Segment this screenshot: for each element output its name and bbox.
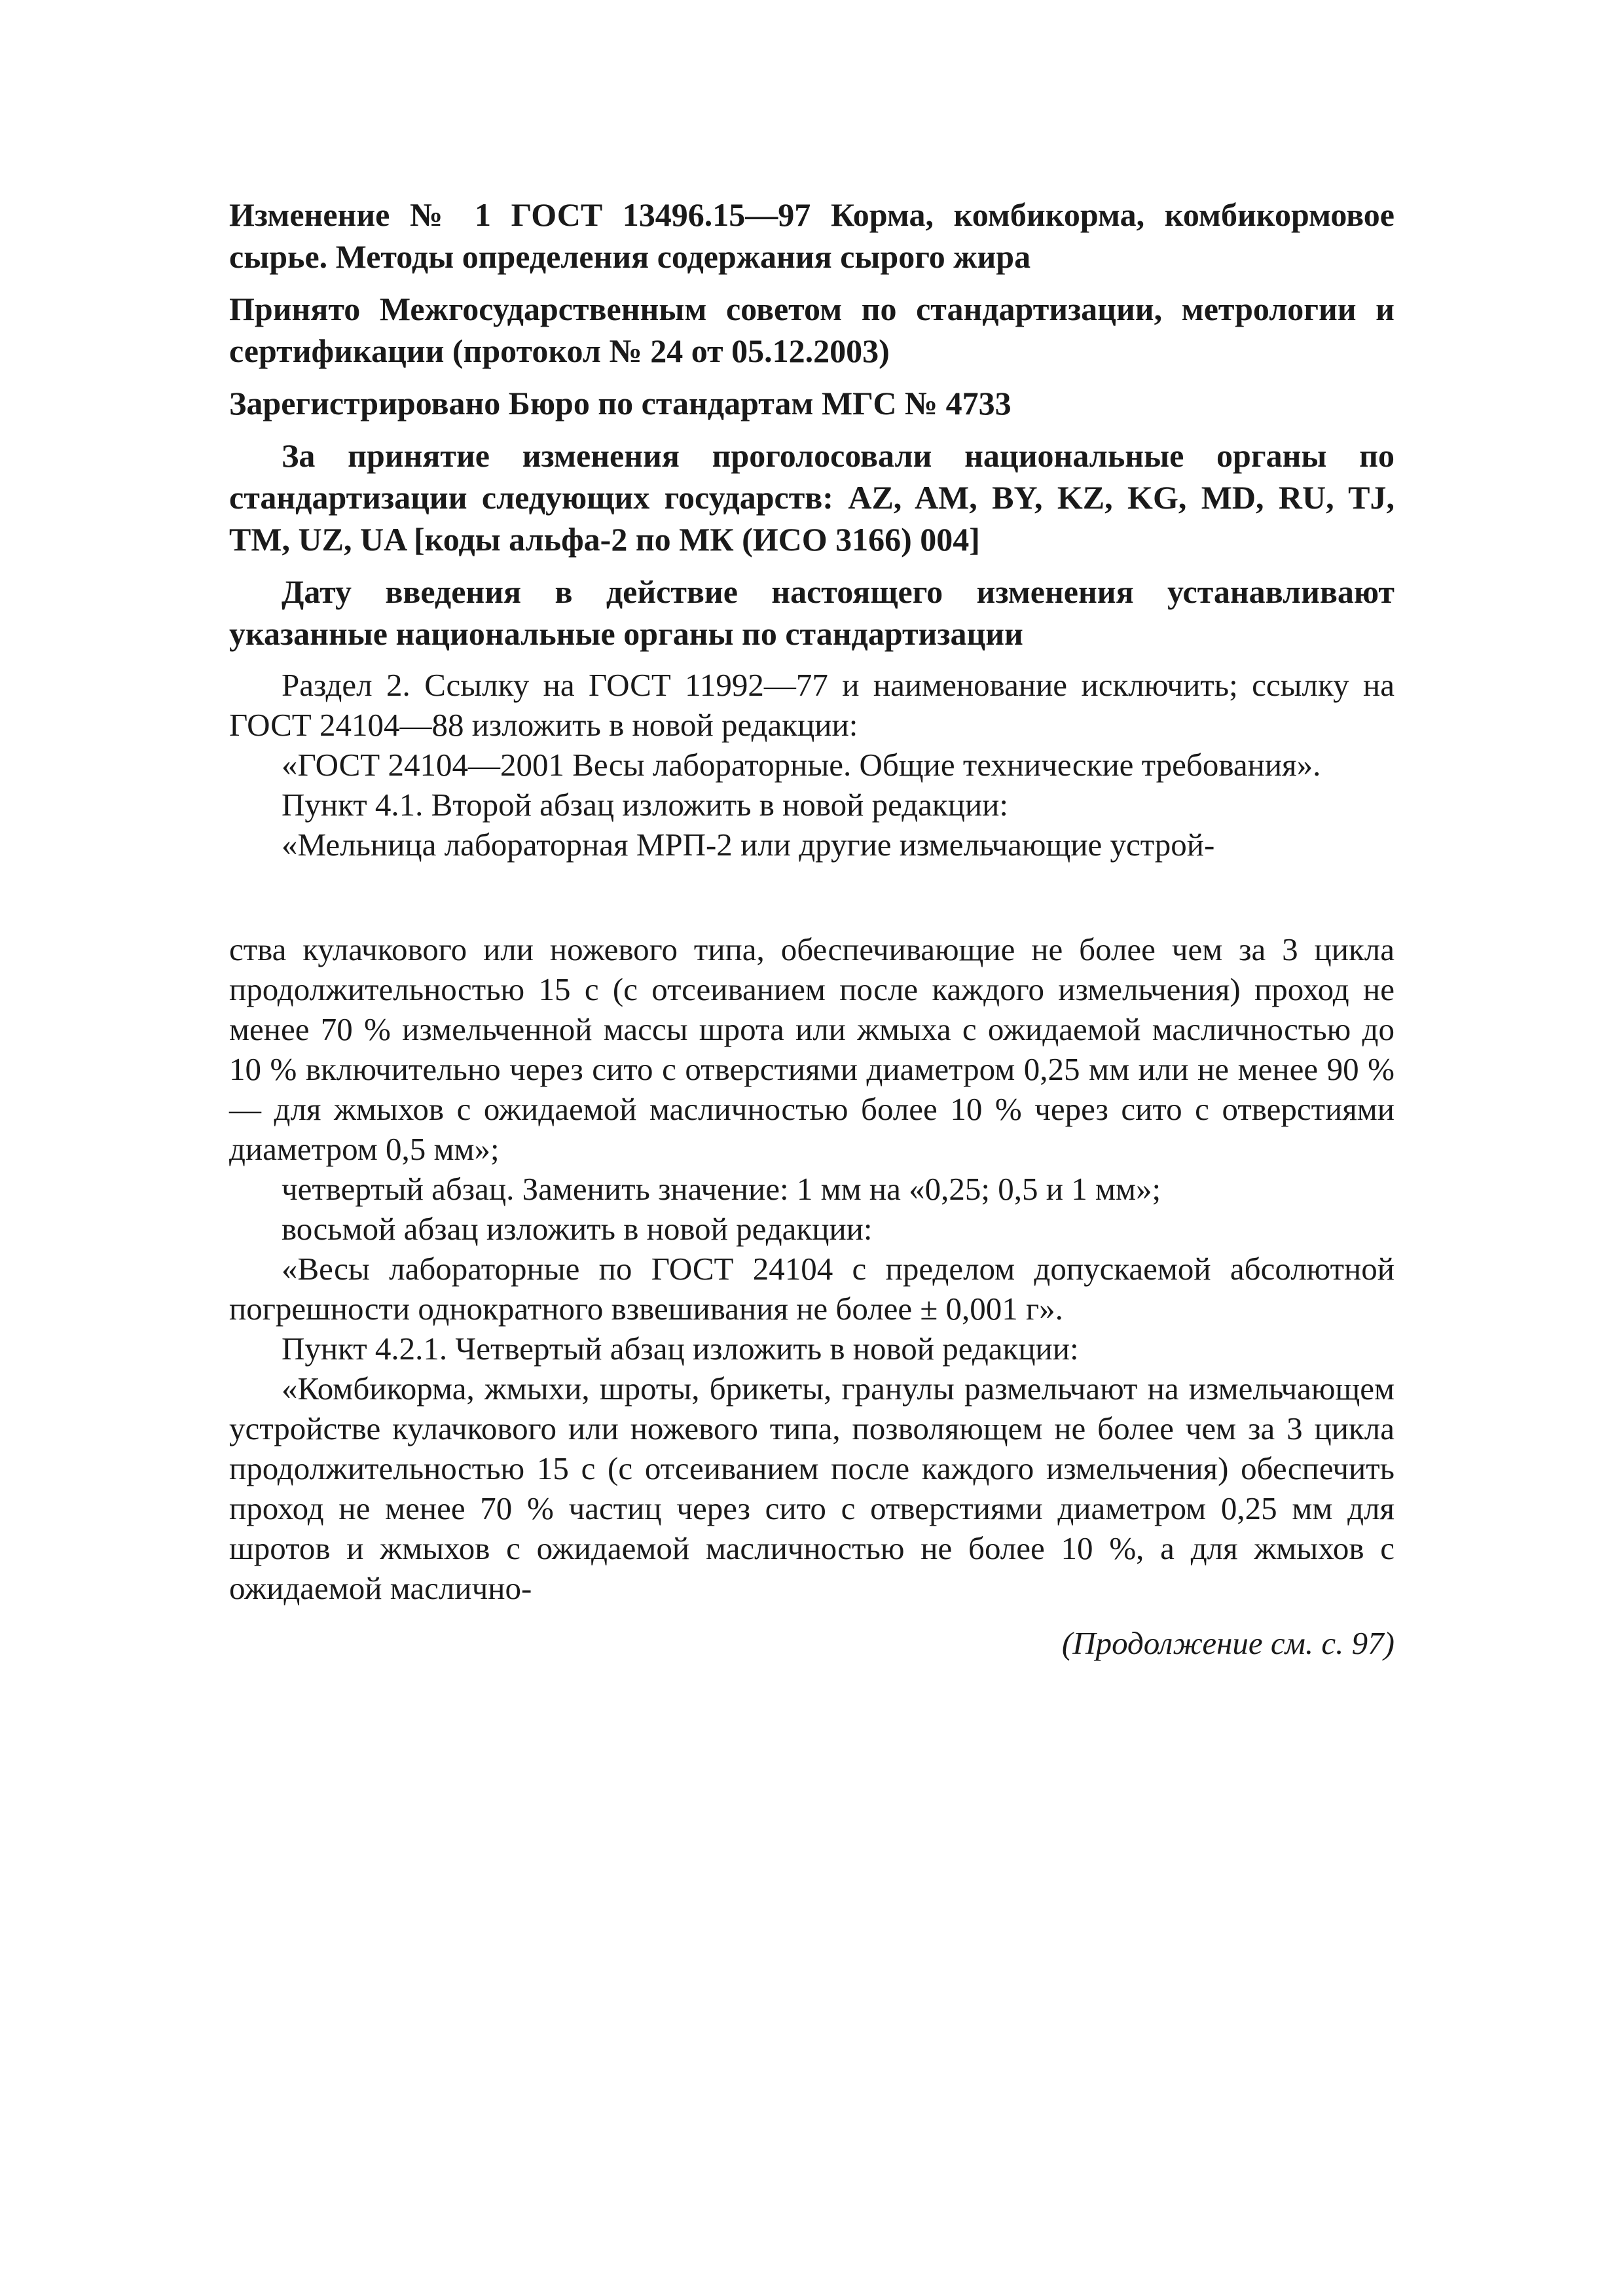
amendment-header-block [229, 194, 1395, 865]
eighth-paragraph-heading: восьмой абзац изложить в новой редакции: [282, 1211, 873, 1247]
standard-reference-quote: «ГОСТ 24104—2001 Весы лабораторные. Общие технические требования». [282, 747, 1321, 783]
voting-statement: За принятие изменения проголосовали национальные органы по стандартизации следующих государств: AZ, AM, BY, KZ, KG, MD, RU, TJ, TM, UZ, UA [коды альфа-2 по МК (ИСО 3166) 004] [229, 437, 1395, 558]
amendment-body-block [229, 929, 1395, 1608]
clause-4-2-1-heading: Пункт 4.2.1. Четвертый абзац изложить в новой редакции: [282, 1331, 1079, 1367]
effective-date-statement: Дату введения в действие настоящего изменения устанавливают указанные национальные органы по стандартизации [229, 573, 1395, 652]
fourth-paragraph-change: четвертый абзац. Заменить значение: 1 мм на «0,25; 0,5 и 1 мм»; [282, 1171, 1161, 1207]
registration-statement: Зарегистрировано Бюро по стандартам МГС № 4733 [229, 385, 1012, 422]
adoption-statement: Принято Межгосударственным советом по стандартизации, метрологии и сертификации (протокол № 24 от 05.12.2003) [229, 291, 1395, 369]
mill-quote-continuation: ства кулачкового или ножевого типа, обеспечивающие не более чем за 3 цикла продолжительностью 15 с (с отсеиванием после каждого измельчения) проход не менее 70 % измельченной массы шрота или жмыха с ожидаемой масличностью до 10 % включительно через сито с отверстиями диаметром 0,25 мм или не менее 90 % — для жмыхов с ожидаемой масличностью более 10 % через сито с отверстиями диаметром 0,5 мм»; [229, 931, 1395, 1167]
scales-quote: «Весы лабораторные по ГОСТ 24104 с пределом допускаемой абсолютной погрешности однократного взвешивания не более ± 0,001 г». [229, 1251, 1395, 1327]
grinding-quote: «Комбикорма, жмыхи, шроты, брикеты, гранулы размельчают на измельчающем устройстве кулачкового или ножевого типа, позволяющем не более чем за 3 цикла продолжительностью 15 с (с отсеиванием после каждого измельчения) обеспечить проход не менее 70 % частиц через сито с отверстиями диаметром 0,25 мм для шротов и жмыхов с ожидаемой масличностью не более 10 %, а для жмыхов с ожидаемой маслично- [229, 1371, 1395, 1606]
mill-quote-start: «Мельница лабораторная МРП-2 или другие измельчающие устрой- [282, 827, 1215, 863]
section-2-paragraph: Раздел 2. Ссылку на ГОСТ 11992—77 и наименование исключить; ссылку на ГОСТ 24104—88 изложить в новой редакции: [229, 667, 1395, 743]
clause-4-1-heading: Пункт 4.1. Второй абзац изложить в новой редакции: [282, 787, 1009, 823]
continuation-note: (Продолжение см. с. 97) [1061, 1625, 1395, 1661]
amendment-title: Изменение № 1 ГОСТ 13496.15—97 Корма, комбикорма, комбикормовое сырье. Методы определения содержания сырого жира [229, 196, 1395, 275]
